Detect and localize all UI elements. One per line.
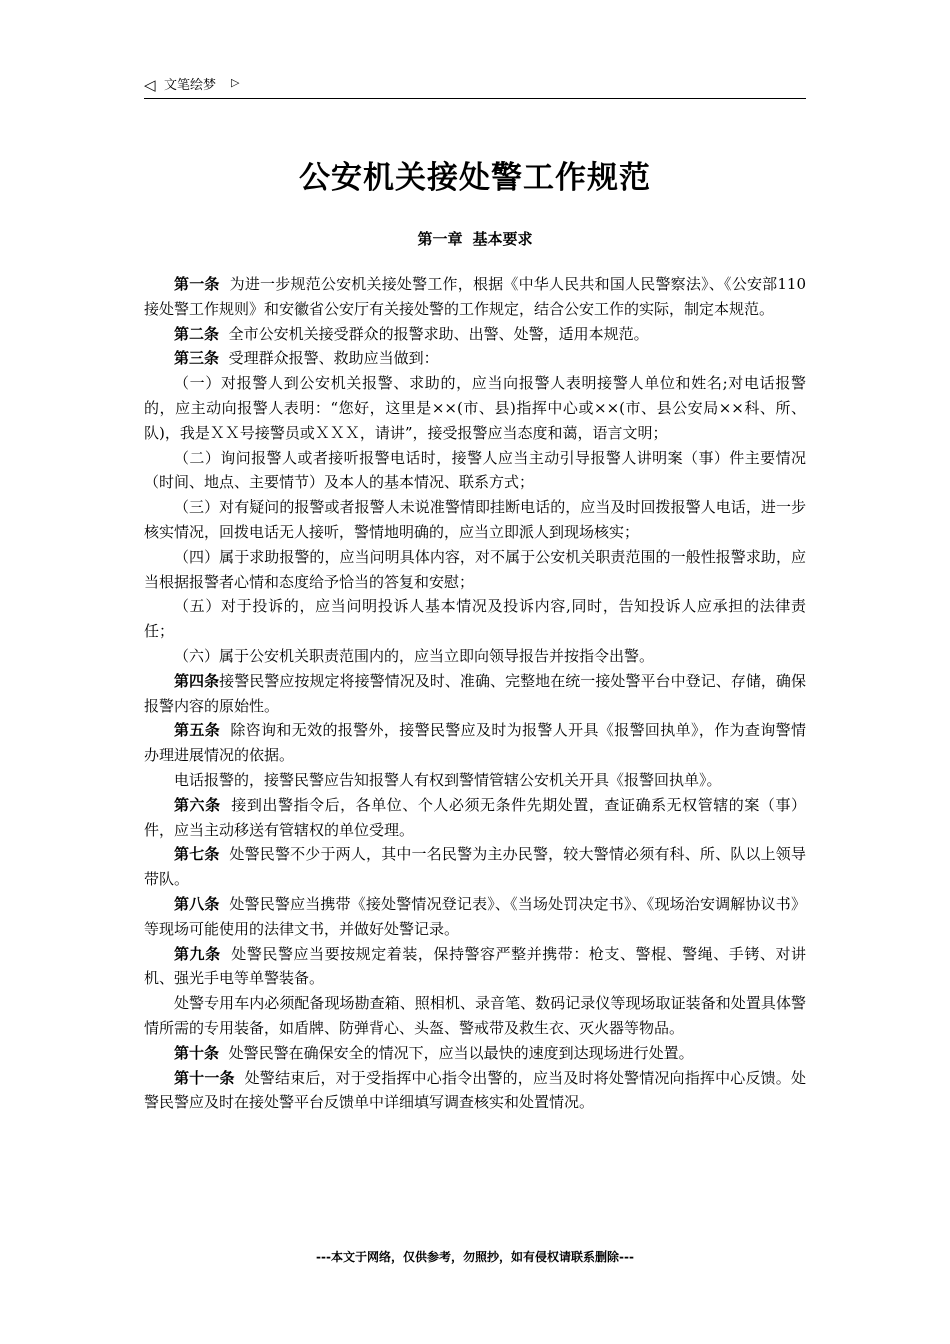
clause-paragraph: [144, 644, 806, 669]
article-paragraph: [144, 1041, 806, 1066]
clause-text: 电话报警的，接警民警应告知报警人有权到警情管辖公安机关开具《报警回执单》。: [174, 770, 722, 789]
article-text: 接到出警指令后，各单位、个人必须无条件先期处置，查证确系无权管辖的案（事）件，应当主动移送有管辖权的单位受理。: [144, 795, 806, 839]
article-label: 第二条: [174, 324, 220, 343]
article-text: 处警民警应当携带《接处警情况登记表》、《当场处罚决定书》、《现场治安调解协议书》等现场可能使用的法律文书，并做好处警记录。: [144, 894, 806, 938]
clause-text: （二）询问报警人或者接听报警电话时，接警人应当主动引导报警人讲明案（事）件主要情况（时间、地点、主要情节）及本人的基本情况、联系方式；: [144, 448, 806, 492]
article-paragraph: [144, 718, 806, 768]
chapter-name: 基本要求: [472, 230, 533, 248]
clause-paragraph: [144, 371, 806, 445]
article-paragraph: [144, 322, 806, 347]
article-text: 除咨询和无效的报警外，接警民警应及时为报警人开具《报警回执单》，作为查询警情办理进展情况的依据。: [144, 721, 806, 765]
clause-text: （五）对于投诉的，应当问明投诉人基本情况及投诉内容,同时，告知投诉人应承担的法律责任；: [144, 597, 806, 641]
article-text: 处警民警应当要按规定着装，保持警容严整并携带：枪支、警棍、警绳、手铐、对讲机、强光手电等单警装备。: [144, 944, 806, 988]
article-text: 处警民警在确保安全的情况下，应当以最快的速度到达现场进行处置。: [228, 1043, 694, 1062]
article-text: 全市公安机关接受群众的报警求助、出警、处警，适用本规范。: [228, 324, 649, 343]
chapter-heading: [0, 228, 950, 249]
clause-text: 处警专用车内必须配备现场勘查箱、照相机、录音笔、数码记录仪等现场取证装备和处置具体警情所需的专用装备，如盾牌、防弹背心、头盔、警戒带及救生衣、灭火器等物品。: [144, 994, 806, 1037]
clause-paragraph: [144, 495, 806, 545]
page-header: [144, 74, 806, 99]
clause-paragraph: [144, 991, 806, 1041]
article-text: 为进一步规范公安机关接处警工作，根据《中华人民共和国人民警察法》、《公安部110接处警工作规则》和安徽省公安厅有关接处警的工作规定，结合公安工作的实际，制定本规范。: [144, 275, 806, 318]
article-text: 受理群众报警、救助应当做到：: [228, 349, 439, 368]
clause-text: （一）对报警人到公安机关报警、求助的，应当向报警人表明接警人单位和姓名;对电话报警的，应主动向报警人表明：“您好，这里是××(市、县)指挥中心或××(市、县公安局××科、所、队)，我是ＸＸ号接警员或ＸＸＸ，请讲”，接受报警应当态度和蔼，语言文明；: [144, 374, 806, 442]
right-triangle-icon: ▷: [231, 76, 240, 89]
clause-text: （四）属于求助报警的，应当问明具体内容，对不属于公安机关职责范围的一般性报警求助，应当根据报警者心情和态度给予恰当的答复和安慰；: [144, 547, 806, 591]
article-text: 处警民警不少于两人，其中一名民警为主办民警，较大警情必须有科、所、队以上领导带队。: [144, 845, 806, 889]
article-paragraph: [144, 346, 806, 371]
article-paragraph: [144, 892, 806, 942]
article-label: 第一条: [174, 275, 220, 293]
article-paragraph: [144, 842, 806, 892]
article-text: 处警结束后，对于受指挥中心指令出警的，应当及时将处警情况向指挥中心反馈。处警民警应及时在接处警平台反馈单中详细填写调查核实和处置情况。: [144, 1068, 806, 1112]
article-text: 接警民警应按规定将接警情况及时、准确、完整地在统一接处警平台中登记、存储，确保报警内容的原始性。: [144, 671, 806, 715]
clause-paragraph: [144, 446, 806, 496]
header-brand: 文笔绘梦: [164, 78, 217, 93]
chapter-number: 第一章: [417, 230, 463, 248]
article-paragraph: [144, 793, 806, 843]
clause-paragraph: [144, 545, 806, 595]
left-triangle-icon: ◁: [144, 76, 156, 94]
clause-text: （六）属于公安机关职责范围内的，应当立即向领导报告并按指令出警。: [174, 646, 655, 665]
document-title: 公安机关接处警工作规范: [299, 160, 651, 196]
article-paragraph: [144, 272, 806, 322]
article-label: 第五条: [174, 721, 221, 740]
page-footer-disclaimer: ---本文于网络，仅供参考，勿照抄，如有侵权请联系删除---: [316, 1250, 634, 1264]
article-paragraph: [144, 669, 806, 719]
clause-paragraph: [144, 594, 806, 644]
clause-text: （三）对有疑问的报警或者报警人未说准警情即挂断电话的，应当及时回拨报警人电话，进一步核实情况，回拨电话无人接听，警情地明确的，应当立即派人到现场核实；: [144, 498, 806, 541]
article-paragraph: [144, 942, 806, 992]
article-label: 第六条: [174, 795, 221, 814]
document-body: [144, 272, 806, 1115]
article-paragraph: [144, 1066, 806, 1116]
article-label: 第八条: [174, 894, 220, 913]
clause-paragraph: [144, 768, 806, 793]
article-label: 第三条: [174, 349, 220, 368]
article-label: 第四条: [174, 671, 220, 690]
article-label: 第七条: [174, 845, 220, 864]
article-label: 第九条: [174, 944, 221, 963]
article-label: 第十一条: [174, 1068, 235, 1087]
article-label: 第十条: [174, 1043, 220, 1062]
